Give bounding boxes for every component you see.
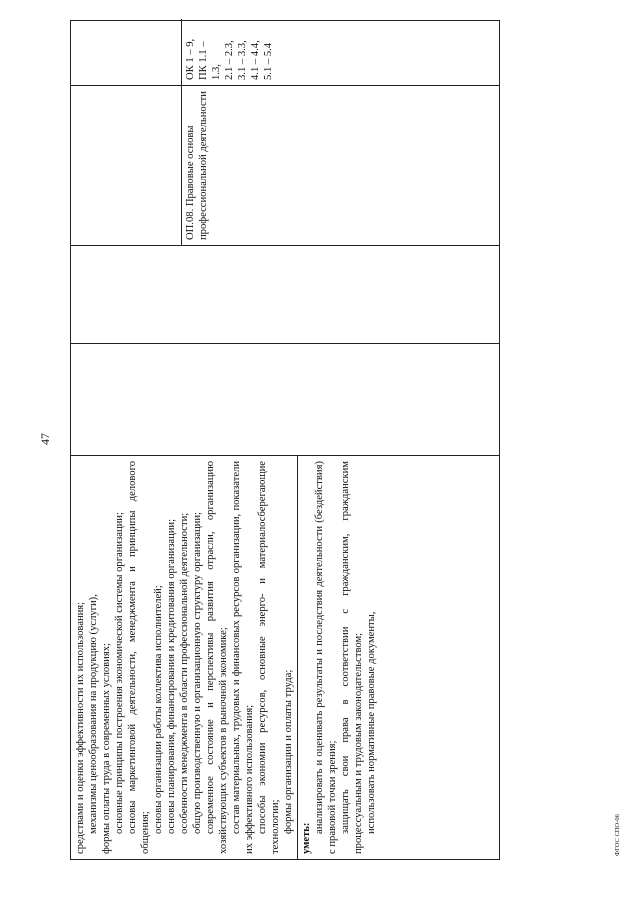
knowledge-line: формы оплаты труда в современных условиях; — [101, 643, 112, 854]
row-divider — [181, 86, 182, 245]
knowledge-line: основы планирования, финансирования и кредитования организации; — [166, 518, 177, 834]
competencies-column — [71, 19, 499, 85]
hours-max-column — [71, 343, 499, 455]
competency-line: 3.1 – 3.3, — [237, 40, 248, 80]
discipline-name: ОП.08. Правовые основы профессиональной деятельности — [185, 91, 209, 240]
row-divider — [181, 19, 182, 85]
knowledge-line: механизмы ценообразования на продукцию (услуги), — [88, 594, 99, 834]
knowledge-line: особенности менеджмента в области профессиональной деятельности; — [179, 512, 190, 834]
knowledge-line: современное состояние и перспективы развития отрасли, организацию хозяйствующих субъектов в рыночной экономике; — [205, 461, 229, 854]
document-footer: ФГОС СПО-06 — [614, 814, 621, 856]
content-column — [71, 455, 499, 859]
table-rotated-frame — [70, 20, 500, 860]
page-number: 47 — [38, 433, 52, 445]
knowledge-line: основы маркетинговой деятельности, менеджмента и принципы делового общения; — [127, 461, 151, 854]
knowledge-line: основные принципы построения экономической системы организации; — [114, 512, 125, 834]
knowledge-line: общую производственную и организационную структуру организации; — [192, 512, 203, 834]
skills-heading: уметь: — [301, 822, 312, 854]
competency-line: ОК 1 – 9, — [185, 38, 196, 80]
skill-line: защищать свои права в соответствии с гражданским, гражданским процессуальным и трудовым законодательством; — [340, 461, 364, 854]
standards-table — [70, 20, 500, 860]
row-divider — [297, 456, 298, 859]
knowledge-line: средствами и оценки эффективности их использования; — [75, 601, 86, 854]
discipline-column — [71, 85, 499, 245]
competency-line: 2.1 – 2.3, — [224, 40, 235, 80]
knowledge-line: основы организации работы коллектива исполнителей; — [153, 585, 164, 834]
competency-line: 4.1 – 4.4, — [250, 40, 261, 80]
knowledge-line: формы организации и оплаты труда; — [283, 669, 294, 834]
hours-class-column — [71, 245, 499, 343]
competency-line: 5.1 – 5.4 — [263, 42, 274, 80]
knowledge-line: состав материальных, трудовых и финансовых ресурсов организации, показатели их эффективного использования; — [231, 461, 255, 854]
competency-line: ПК 1.1 – 1.3, — [198, 41, 222, 80]
knowledge-line: способы экономии ресурсов, основные энерго- и материалосберегающие технологии; — [257, 461, 281, 854]
skill-line: анализировать и оценивать результаты и последствия деятельности (бездействия) с правовой точки зрения; — [314, 461, 338, 854]
skill-line: использовать нормативные правовые документы, — [366, 611, 377, 834]
